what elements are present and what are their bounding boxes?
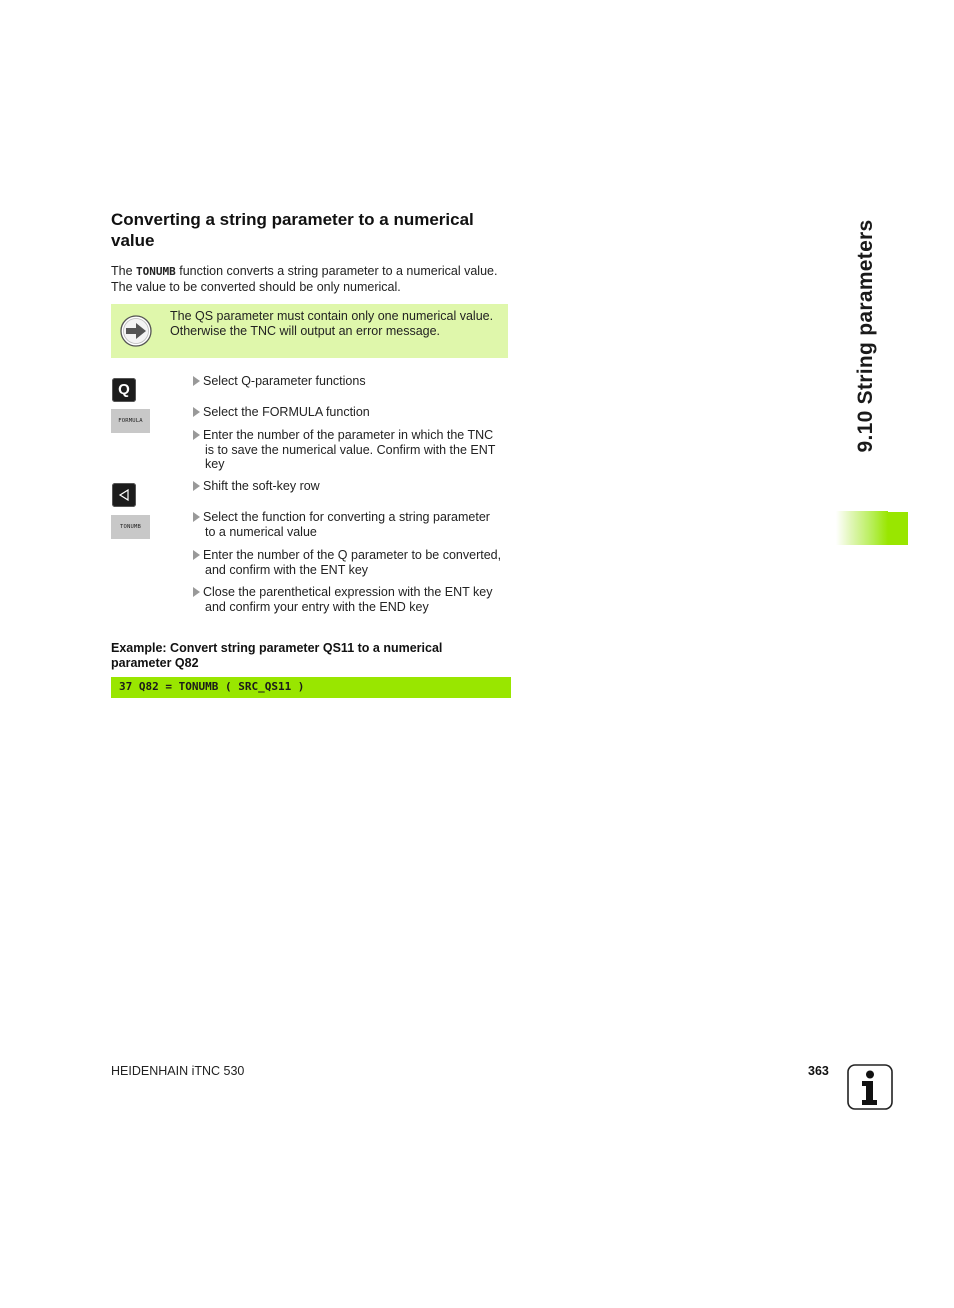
step-3-line-3: key [205,457,225,471]
bullet-triangle-icon [193,430,200,440]
info-icon [847,1064,893,1110]
step-7 [193,585,511,614]
bullet-triangle-icon [193,481,200,491]
intro-line1-rest: function converts a string parameter to a numerical value. [175,264,498,278]
bullet-triangle-icon [193,587,200,597]
intro-paragraph [111,264,511,294]
example-title-line-2: parameter Q82 [111,656,199,670]
bullet-triangle-icon [193,550,200,560]
step-1-line-1: Select Q-parameter functions [203,374,366,388]
note-line2: Otherwise the TNC will output an error message. [170,324,441,338]
step-3-line-1: Enter the number of the parameter in which the TNC [203,428,494,442]
step-3 [193,428,511,472]
footer-product: HEIDENHAIN iTNC 530 [111,1064,245,1078]
step-7-line-1: Close the parenthetical expression with the ENT key [203,585,493,599]
note-line1: The QS parameter must contain only one numerical value. [170,309,494,323]
step-1 [193,374,511,389]
step-5-line-1: Select the function for converting a string parameter [203,510,490,524]
code-block [111,677,511,698]
bullet-triangle-icon [193,407,200,417]
step-2 [193,405,511,420]
code-line: 37 Q82 = TONUMB ( SRC_QS11 ) [119,680,305,693]
step-6-line-1: Enter the number of the Q parameter to be converted, [203,548,502,562]
step-4 [193,479,511,494]
step-4-line-1: Shift the soft-key row [203,479,320,493]
side-chapter-heading-text: 9.10 String parameters [854,219,877,453]
triangle-left-icon [112,483,136,507]
note-text [170,309,504,339]
note-box [111,304,508,358]
bullet-triangle-icon [193,376,200,386]
tonumb-softkey-icon: TONUMB [111,515,150,539]
step-7-line-2: and confirm your entry with the END key [205,599,429,614]
step-5 [193,510,511,539]
example-title [111,641,511,671]
formula-softkey-icon: FORMULA [111,409,150,433]
shift-key-glyph-icon [112,483,136,507]
step-6-line-2: and confirm with the ENT key [205,562,369,577]
intro-prefix: The [111,264,137,278]
example-title-line-1: Example: Convert string parameter QS11 to a numerical [111,641,443,655]
step-2-line-1: Select the FORMULA function [203,405,370,419]
chapter-tab-marker [888,512,908,545]
chapter-tab-gradient [836,511,888,545]
step-3-line-2: is to save the numerical value. Confirm with the ENT [205,442,496,457]
step-6 [193,548,511,577]
section-title: Converting a string parameter to a numerical value [111,210,474,250]
function-name: TONUMB [136,265,176,278]
intro-line2: The value to be converted should be only numerical. [111,279,401,294]
q-key-icon: Q [112,378,136,402]
page-number: 363 [808,1064,829,1078]
arrow-right-icon [120,315,152,347]
bullet-triangle-icon [193,512,200,522]
step-5-line-2: to a numerical value [205,524,317,539]
